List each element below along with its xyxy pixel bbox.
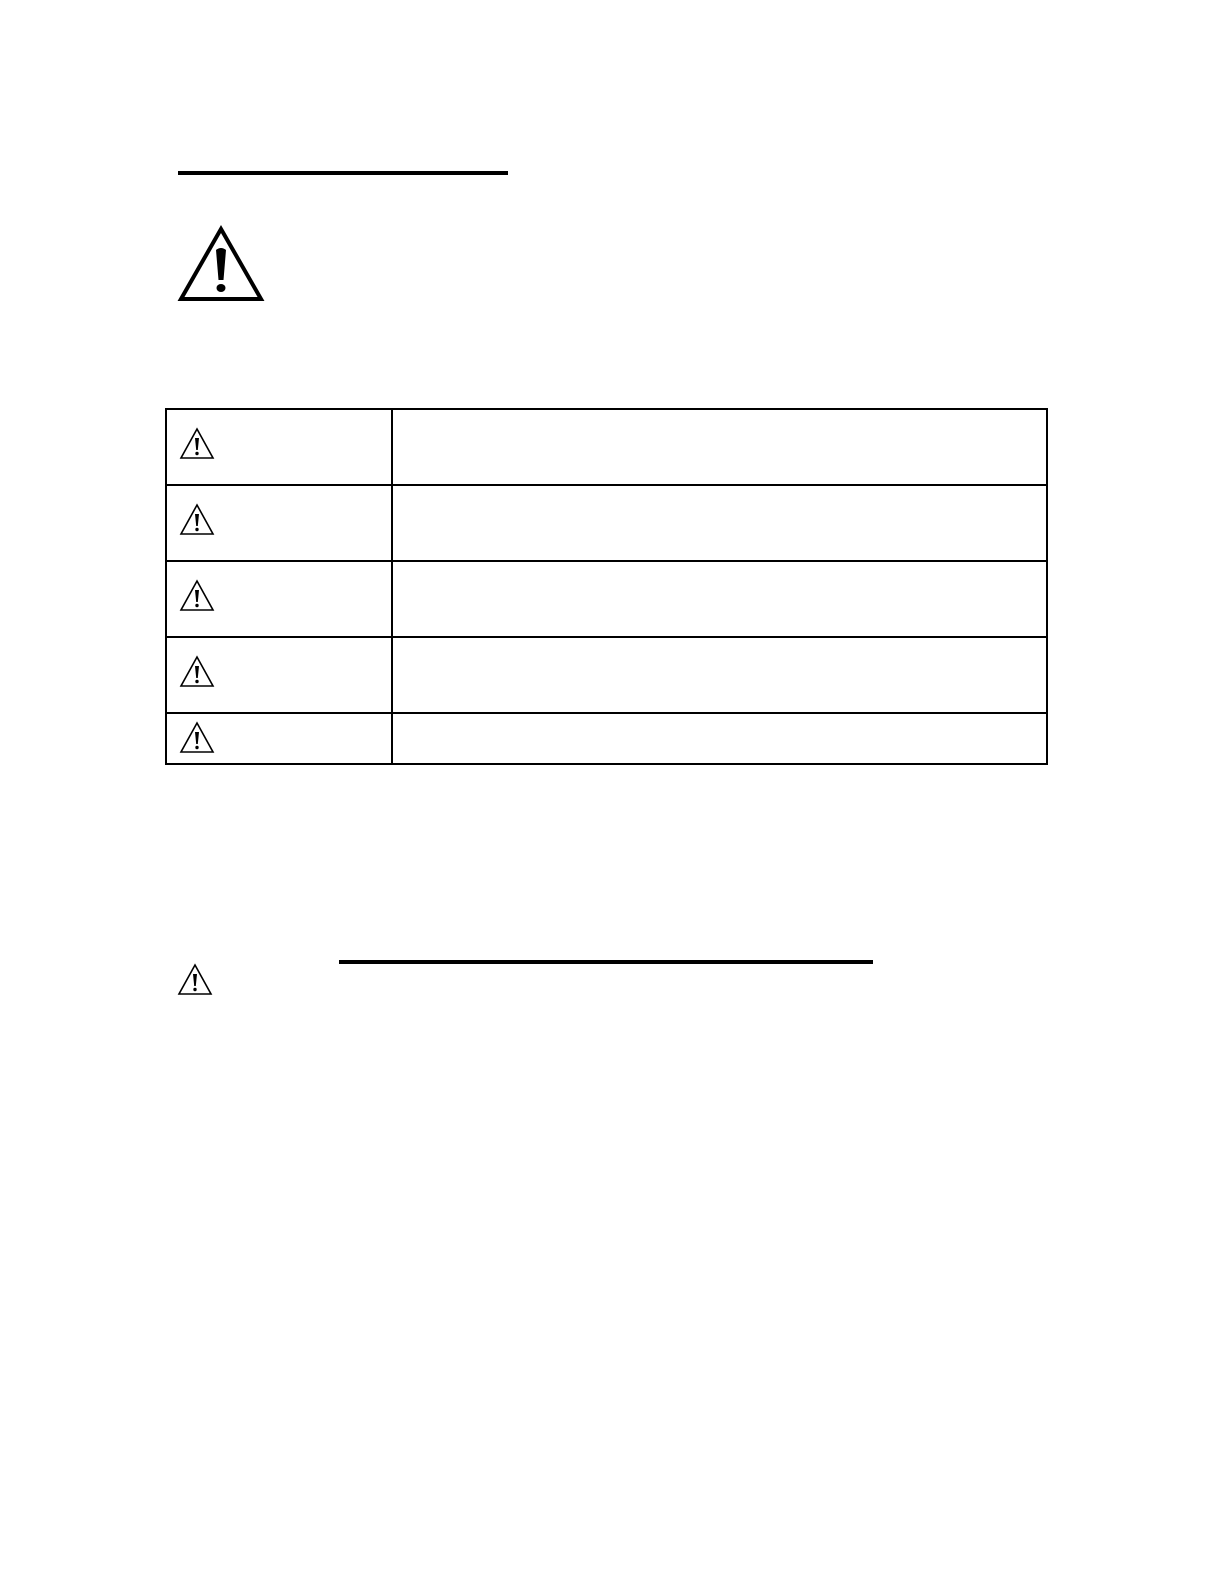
warning-triangle-icon [179,427,215,460]
warning-triangle-icon [176,224,266,304]
table-row [166,713,1047,764]
table-row [166,561,1047,637]
warning-triangle-icon [177,963,213,996]
description-cell [392,561,1047,637]
warning-description [393,562,1046,608]
icon-cell [166,409,392,485]
table-row [166,637,1047,713]
description-cell [392,485,1047,561]
warning-triangle-icon [179,721,215,754]
description-cell [392,409,1047,485]
description-cell [392,637,1047,713]
table-row [166,409,1047,485]
table-row [166,485,1047,561]
icon-cell [166,713,392,764]
section-underline [339,960,873,964]
heading-underline [178,171,508,175]
warning-description [393,486,1046,532]
warning-triangle-icon [179,579,215,612]
description-cell [392,713,1047,764]
warning-triangle-icon [179,503,215,536]
icon-cell [166,485,392,561]
warning-description [393,714,1046,760]
warning-triangle-icon [179,655,215,688]
warning-description [393,638,1046,684]
icon-cell [166,637,392,713]
warning-description [393,410,1046,456]
warnings-table [165,408,1048,765]
icon-cell [166,561,392,637]
